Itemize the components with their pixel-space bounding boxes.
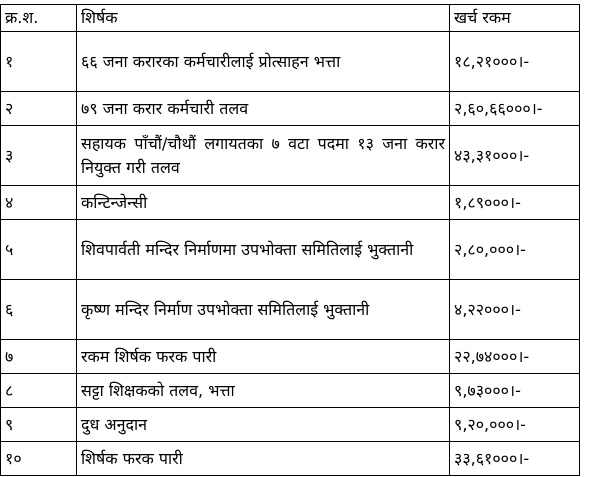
table-row: [1, 280, 580, 340]
row-amount: ९,७३०००।-: [450, 374, 580, 408]
row-description: सहायक पाँचौं/चौथौं लगायतका ७ वटा पदमा १३ जना करार नियुक्त गरी तलव: [77, 126, 450, 186]
table-row: [1, 442, 580, 476]
row-amount: १,८९०००।-: [450, 186, 580, 220]
row-description: शिवपार्वती मन्दिर निर्माणमा उपभोक्ता समितिलाई भुक्तानी: [77, 220, 450, 280]
row-serial-number: १: [1, 32, 77, 92]
row-description: ७९ जना करार कर्मचारी तलव: [77, 92, 450, 126]
row-amount: २२,७४०००।-: [450, 340, 580, 374]
table-row: [1, 408, 580, 442]
row-serial-number: ३: [1, 126, 77, 186]
row-description: रकम शिर्षक फरक पारी: [77, 340, 450, 374]
table-row: [1, 340, 580, 374]
row-description: ६६ जना करारका कर्मचारीलाई प्रोत्साहन भत्ता: [77, 32, 450, 92]
row-serial-number: २: [1, 92, 77, 126]
row-serial-number: ६: [1, 280, 77, 340]
expense-table: [0, 4, 580, 476]
row-serial-number: १०: [1, 442, 77, 476]
table-header-row: [1, 5, 580, 32]
row-description: शिर्षक फरक पारी: [77, 442, 450, 476]
table-row: [1, 374, 580, 408]
header-serial-number: क्र.श.: [1, 5, 77, 32]
row-serial-number: ८: [1, 374, 77, 408]
row-description: कन्टिन्जेन्सी: [77, 186, 450, 220]
header-amount: खर्च रकम: [450, 5, 580, 32]
row-serial-number: ९: [1, 408, 77, 442]
row-description: सट्टा शिक्षकको तलव, भत्ता: [77, 374, 450, 408]
table-row: [1, 92, 580, 126]
table-row: [1, 32, 580, 92]
row-description: कृष्ण मन्दिर निर्माण उपभोक्ता समितिलाई भुक्तानी: [77, 280, 450, 340]
row-amount: १८,२१०००।-: [450, 32, 580, 92]
header-title: शिर्षक: [77, 5, 450, 32]
row-serial-number: ७: [1, 340, 77, 374]
table-row: [1, 186, 580, 220]
row-amount: ४३,३१०००।-: [450, 126, 580, 186]
table-row: [1, 220, 580, 280]
row-amount: २,८०,०००।-: [450, 220, 580, 280]
row-description: दुध अनुदान: [77, 408, 450, 442]
table-row: [1, 126, 580, 186]
row-amount: ३३,६१०००।-: [450, 442, 580, 476]
row-amount: २,६०,६६०००।-: [450, 92, 580, 126]
row-serial-number: ४: [1, 186, 77, 220]
row-amount: ९,२०,०००।-: [450, 408, 580, 442]
row-amount: ४,२२०००।-: [450, 280, 580, 340]
row-serial-number: ५: [1, 220, 77, 280]
